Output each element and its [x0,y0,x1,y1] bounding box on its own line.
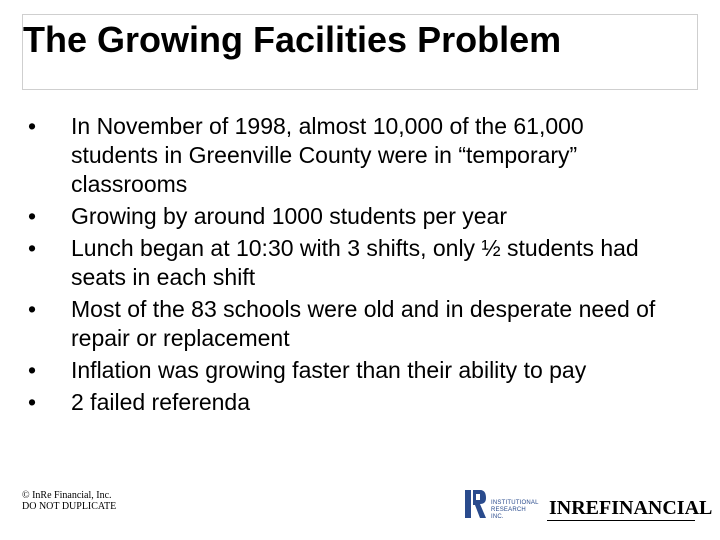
logo-tagline: INSTITUTIONAL RESEARCH INC. [491,500,539,520]
bullet-marker: • [28,357,37,383]
copyright-line: © InRe Financial, Inc. [22,490,112,501]
bullet-marker: • [28,113,37,139]
do-not-duplicate-line: DO NOT DUPLICATE [22,501,117,512]
copyright-notice [22,490,116,512]
logo-mark-icon [463,488,487,520]
bullet-text: Inflation was growing faster than their ability to pay [71,357,587,383]
bullet-marker: • [28,203,37,229]
company-logo [463,486,713,526]
bullet-item [25,202,675,231]
bullet-text: In November of 1998, almost 10,000 of the 61,000 students in Greenville County were in “temporary” classrooms [71,113,584,197]
bullet-item [25,112,675,199]
slide-title: The Growing Facilities Problem [23,19,562,60]
bullet-text: Most of the 83 schools were old and in desperate need of repair or replacement [71,296,656,351]
bullet-item [25,295,675,353]
bullet-item [25,388,675,417]
bullet-item [25,234,675,292]
bullet-item [25,356,675,385]
logo-underline [547,520,695,521]
bullet-marker: • [28,389,37,415]
bullet-marker: • [28,296,37,322]
bullet-text: Growing by around 1000 students per year [71,203,507,229]
bullet-text: 2 failed referenda [71,389,251,415]
bullet-marker: • [28,235,37,261]
logo-wordmark: INREFINANCIAL [549,497,713,519]
bullet-text: Lunch began at 10:30 with 3 shifts, only ½ students had seats in each shift [71,235,639,290]
bullet-list [25,112,675,420]
